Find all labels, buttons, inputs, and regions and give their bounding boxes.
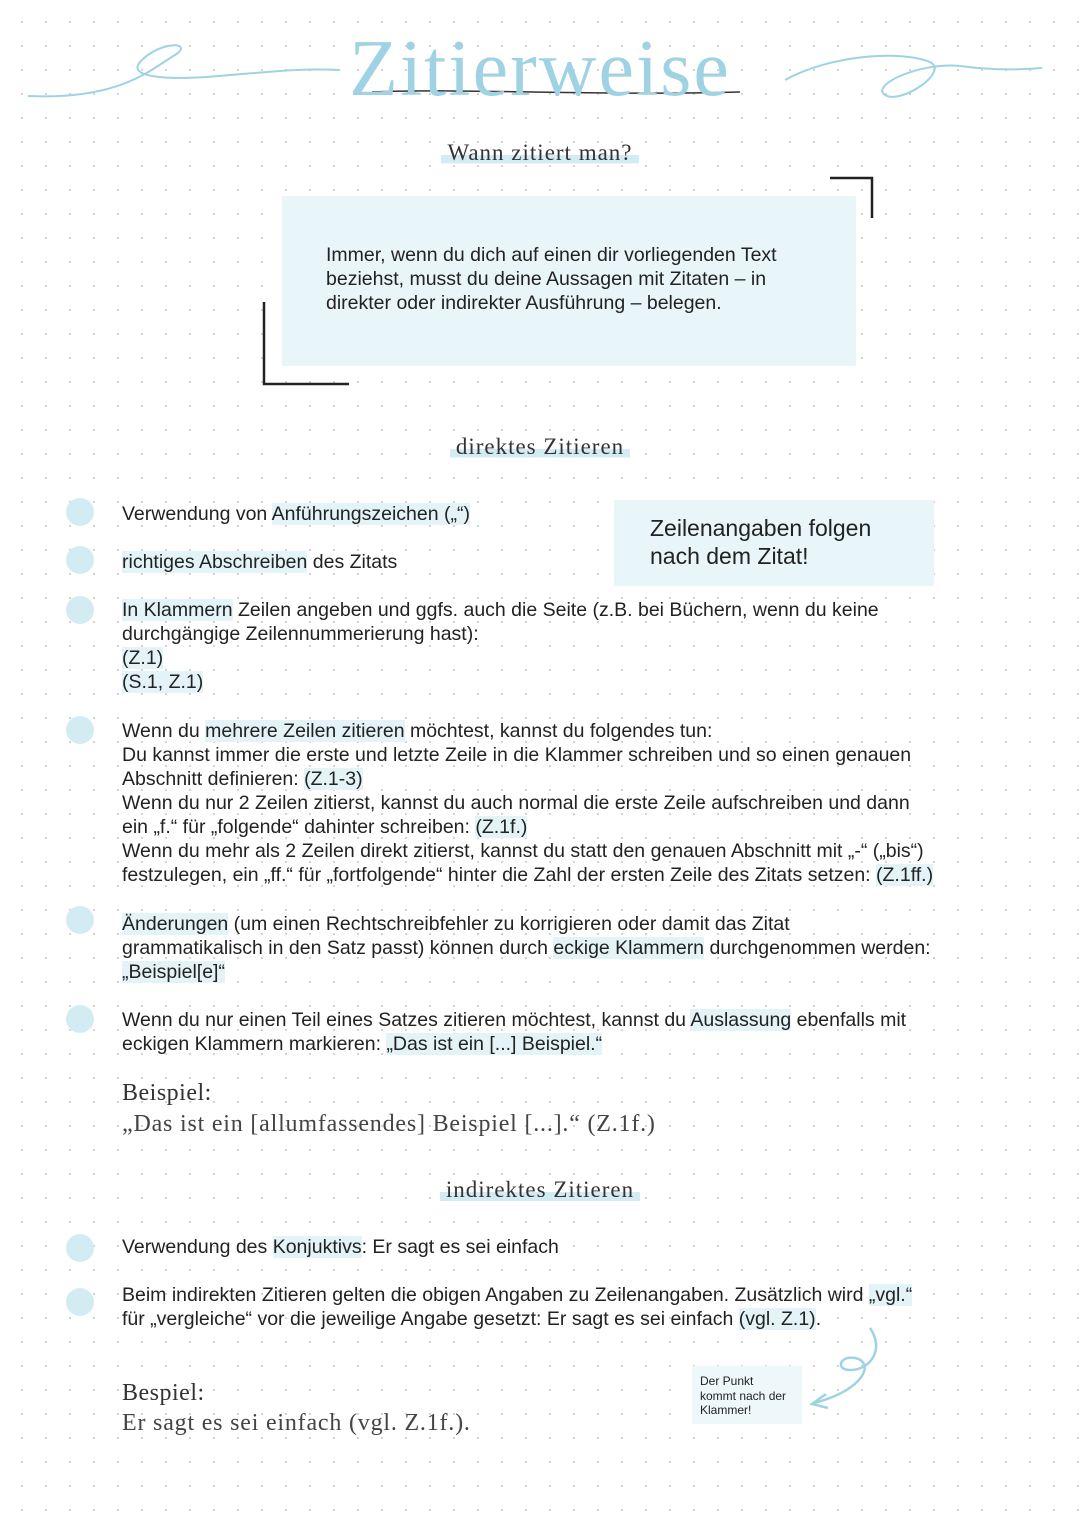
bullet-copy (122, 550, 397, 574)
keyword: „vgl.“ (868, 1284, 913, 1306)
keyword: mehrere Zeilen zitieren (205, 720, 405, 742)
text: Wenn du nur einen Teil eines Satzes zitieren möchtest, kannst du (122, 1009, 691, 1031)
text: Zeilen angeben und ggfs. auch die Seite (z.B. bei Büchern, wenn du keine (232, 599, 879, 621)
keyword: (Z.1f.) (475, 816, 528, 838)
keyword: eckige Klammern (553, 937, 705, 959)
note-line: Klammer! (700, 1403, 752, 1417)
text: : Er sagt es sei einfach (361, 1236, 559, 1258)
bullet-dot (66, 546, 94, 574)
bullet-dot (66, 1234, 94, 1262)
example: (Z.1) (122, 647, 164, 669)
example: (S.1, Z.1) (122, 671, 204, 693)
curly-arrow-icon (800, 1320, 900, 1420)
text: ebenfalls mit (791, 1009, 907, 1031)
text: Wenn du mehr als 2 Zeilen direkt zitierst, kannst du statt den genauen Abschnitt mit „-“ („bis“) (122, 840, 924, 862)
bullet-dot (66, 1288, 94, 1316)
note-box (692, 1366, 802, 1424)
bullet-omission (122, 1008, 906, 1056)
example-title: Beispiel: (122, 1080, 212, 1106)
keyword: (Z.1ff.) (876, 864, 934, 886)
text: eckigen Klammern markieren: (122, 1033, 387, 1055)
bullet-dot (66, 498, 94, 526)
text: des Zitats (307, 551, 398, 573)
bullet-dot (66, 716, 94, 744)
keyword: Auslassung (690, 1009, 792, 1031)
text: grammatikalisch in den Satz passt) können durch (122, 937, 554, 959)
keyword: „Beispiel[e]“ (122, 961, 225, 983)
subtitle-text: Wann zitiert man? (441, 140, 638, 165)
text: möchtest, kannst du folgendes tun: (404, 720, 713, 742)
intro-text: Immer, wenn du dich auf einen dir vorliegenden Text beziehst, musst du deine Aussagen mit Zitaten – in direkter oder indirekter Ausführung – belegen. (326, 244, 777, 314)
text: durchgenommen werden: (704, 937, 931, 959)
heading-indirect-text: indirektes Zitieren (440, 1177, 640, 1202)
heading-indirect (0, 1177, 1080, 1203)
example-title-indirect: Bespiel: (122, 1380, 205, 1406)
text: Verwendung von (122, 503, 272, 525)
text: Abschnitt definieren: (122, 768, 305, 790)
text: Verwendung des (122, 1236, 273, 1258)
keyword: „Das ist ein [...] Beispiel.“ (386, 1033, 603, 1055)
example-text-indirect: Er sagt es sei einfach (vgl. Z.1f.). (122, 1410, 471, 1436)
text: Beim indirekten Zitieren gelten die obigen Angaben zu Zeilenangaben. Zusätzlich wird (122, 1284, 869, 1306)
keyword: Konjuktivs (272, 1236, 362, 1258)
corner-bracket-decoration (255, 170, 895, 400)
keyword: (Z.1-3) (304, 768, 363, 790)
text: Wenn du (122, 720, 206, 742)
bullet-quotes (122, 502, 470, 526)
keyword: richtiges Abschreiben (122, 551, 308, 573)
text: Du kannst immer die erste und letzte Zeile in die Klammer schreiben und so einen genauen (122, 744, 912, 766)
keyword: Anführungszeichen („“) (271, 503, 470, 525)
side-note-box (614, 500, 934, 586)
text: (um einen Rechtschreibfehler zu korrigieren oder damit das Zitat (228, 913, 790, 935)
bullet-dot (66, 1005, 94, 1033)
bullet-subjunctive (122, 1235, 559, 1259)
example-text: „Das ist ein [allumfassendes] Beispiel [...].“ (Z.1f.) (122, 1111, 656, 1137)
heading-direct-text: direktes Zitieren (450, 434, 630, 459)
bullet-vgl (122, 1283, 912, 1331)
bullet-changes (122, 912, 931, 984)
heading-direct (0, 434, 1080, 460)
page-title: Zitierweise (349, 25, 731, 113)
keyword: In Klammern (122, 599, 233, 621)
side-note-line-2: nach dem Zitat! (650, 543, 809, 569)
text: für „vergleiche“ vor die jeweilige Angabe gesetzt: Er sagt es sei einfach (122, 1308, 739, 1330)
bullet-dot (66, 596, 94, 624)
bullet-dot (66, 906, 94, 934)
subtitle (0, 140, 1080, 166)
text: Wenn du nur 2 Zeilen zitierst, kannst du auch normal die erste Zeile aufschreiben und dann (122, 792, 910, 814)
text: . (815, 1308, 822, 1330)
keyword: (vgl. Z.1) (738, 1308, 816, 1330)
bullet-brackets (122, 598, 879, 694)
text: durchgängige Zeilennummerierung hast): (122, 623, 479, 645)
text: festzulegen, ein „ff.“ für „fortfolgende“ hinter die Zahl der ersten Zeile des Zitats setzen: (122, 864, 877, 886)
side-note-line-1: Zeilenangaben folgen (650, 515, 872, 541)
bullet-multiple-lines (122, 719, 933, 887)
note-line: Der Punkt (700, 1374, 754, 1388)
keyword: Änderungen (122, 913, 229, 935)
text: ein „f.“ für „folgende“ dahinter schreiben: (122, 816, 476, 838)
note-line: kommt nach der (700, 1388, 787, 1403)
